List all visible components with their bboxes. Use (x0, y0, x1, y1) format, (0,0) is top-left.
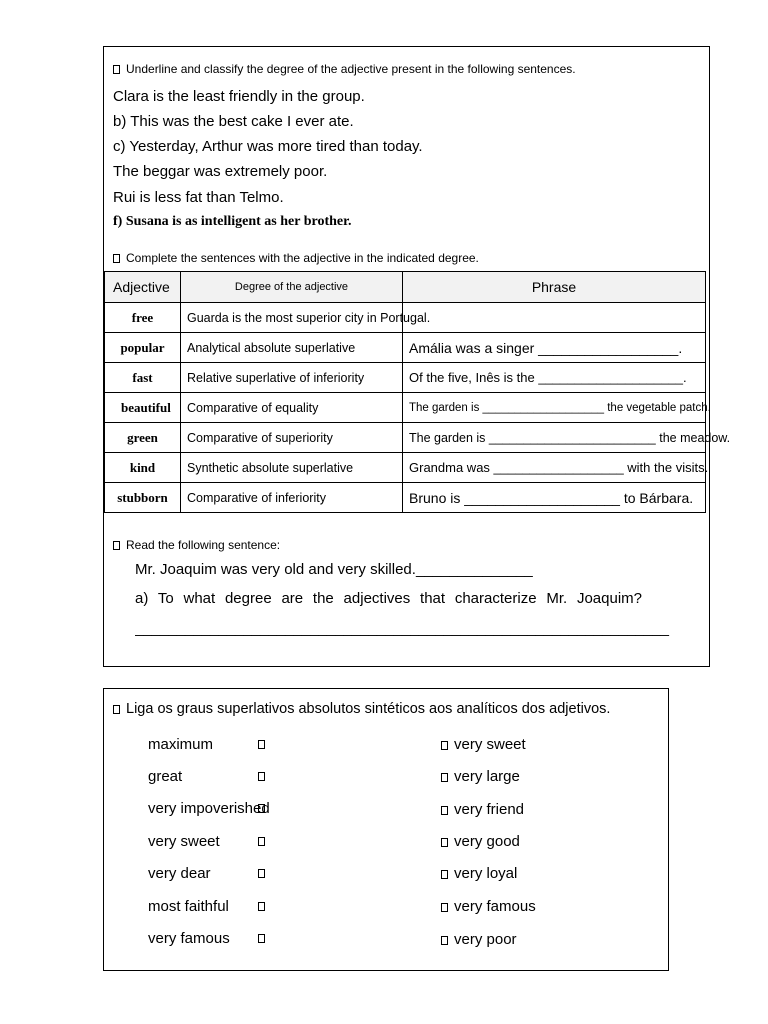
header-degree: Degree of the adjective (181, 272, 403, 303)
left-item: very sweet (148, 833, 220, 850)
degree-cell: Synthetic absolute superlative (181, 453, 403, 483)
instruction-text: Underline and classify the degree of the adjective present in the following sentences. (126, 62, 576, 76)
right-item (441, 736, 526, 753)
adjective-cell: kind (105, 453, 181, 483)
right-item (441, 801, 524, 818)
table-row (105, 453, 706, 483)
checkbox-icon (113, 254, 120, 263)
right-item-label: very loyal (454, 865, 518, 882)
degree-cell: Comparative of superiority (181, 423, 403, 453)
phrase-cell: Bruno is ____________________ to Bárbara. (403, 483, 706, 513)
header-phrase: Phrase (403, 272, 706, 303)
phrase-cell: The garden is ________________________ the meadow. (403, 423, 706, 453)
left-checkbox-icon[interactable] (258, 837, 265, 846)
degree-cell: Comparative of inferiority (181, 483, 403, 513)
right-checkbox-icon[interactable] (441, 741, 448, 750)
right-item (441, 833, 520, 850)
checkbox-icon (113, 705, 120, 714)
right-item (441, 768, 520, 785)
left-item: very famous (148, 930, 230, 947)
right-checkbox-icon[interactable] (441, 936, 448, 945)
instruction-liga (113, 701, 610, 717)
instruction-read (113, 538, 280, 552)
degree-cell: Comparative of equality (181, 393, 403, 423)
table-row (105, 333, 706, 363)
right-checkbox-icon[interactable] (441, 870, 448, 879)
exercise-box-2 (103, 688, 669, 971)
right-checkbox-icon[interactable] (441, 903, 448, 912)
checkbox-icon (113, 541, 120, 550)
degree-text: Guarda is the most superior city in Portugal. (187, 310, 431, 325)
right-item-label: very good (454, 833, 520, 850)
table-row (105, 423, 706, 453)
answer-line: ________________________________________________________________ (135, 620, 669, 637)
left-item: great (148, 768, 183, 785)
right-item (441, 865, 517, 882)
left-checkbox-icon[interactable] (258, 772, 265, 781)
left-item: very dear (148, 865, 211, 882)
phrase-cell (403, 303, 706, 333)
degree-cell: Analytical absolute superlative (181, 333, 403, 363)
left-checkbox-icon[interactable] (258, 869, 265, 878)
phrase-cell: Of the five, Inês is the ____________________. (403, 363, 706, 393)
right-item (441, 898, 536, 915)
phrase-cell: The garden is ___________________ the vegetable patch. (403, 393, 706, 423)
left-item: maximum (148, 736, 214, 753)
left-checkbox-icon[interactable] (258, 902, 265, 911)
left-item: most faithful (148, 898, 229, 915)
right-item-label: very sweet (454, 736, 526, 753)
left-checkbox-icon[interactable] (258, 740, 265, 749)
phrase-cell: Grandma was __________________ with the visits. (403, 453, 706, 483)
table-row (105, 393, 706, 423)
right-item-label: very poor (454, 931, 517, 948)
instruction-text: Read the following sentence: (126, 538, 281, 552)
right-checkbox-icon[interactable] (441, 838, 448, 847)
right-checkbox-icon[interactable] (441, 806, 448, 815)
instruction-underline (113, 62, 576, 76)
right-item-label: very large (454, 768, 520, 785)
adjective-cell: green (105, 423, 181, 453)
instruction-complete (113, 251, 479, 265)
degree-table (104, 271, 731, 513)
adjective-cell: fast (105, 363, 181, 393)
right-item-label: very friend (454, 801, 525, 818)
header-adjective: Adjective (105, 272, 181, 303)
adjective-cell: beautiful (105, 393, 181, 423)
phrase-cell: Amália was a singer __________________. (403, 333, 706, 363)
question-a: a) To what degree are the adjectives that characterize Mr. Joaquim? (135, 590, 642, 607)
sentence-a: Clara is the least friendly in the group. (113, 88, 365, 105)
table-row (105, 363, 706, 393)
instruction-text: Liga os graus superlativos absolutos sintéticos aos analíticos dos adjetivos. (126, 701, 611, 717)
sentence-b: b) This was the best cake I ever ate. (113, 113, 354, 130)
joaquim-sentence: Mr. Joaquim was very old and very skilled.______________ (135, 561, 533, 578)
degree-cell (181, 303, 431, 333)
table-header-row (105, 272, 706, 303)
checkbox-icon (113, 65, 120, 74)
right-item-label: very famous (454, 898, 536, 915)
sentence-f: f) Susana is as intelligent as her brother. (113, 214, 352, 229)
table-row (105, 303, 706, 333)
instruction-text: Complete the sentences with the adjective in the indicated degree. (126, 251, 479, 265)
table-row (105, 483, 706, 513)
sentence-d: The beggar was extremely poor. (113, 163, 328, 180)
adjective-cell: stubborn (105, 483, 181, 513)
right-item (441, 931, 517, 948)
sentence-e: Rui is less fat than Telmo. (113, 189, 284, 206)
sentence-c: c) Yesterday, Arthur was more tired than today. (113, 138, 423, 155)
right-checkbox-icon[interactable] (441, 773, 448, 782)
left-checkbox-icon[interactable] (258, 934, 265, 943)
adjective-cell: popular (105, 333, 181, 363)
adjective-cell: free (105, 303, 181, 333)
degree-cell: Relative superlative of inferiority (181, 363, 403, 393)
left-checkbox-icon[interactable] (258, 804, 265, 813)
left-item: very impoverished (148, 800, 270, 817)
